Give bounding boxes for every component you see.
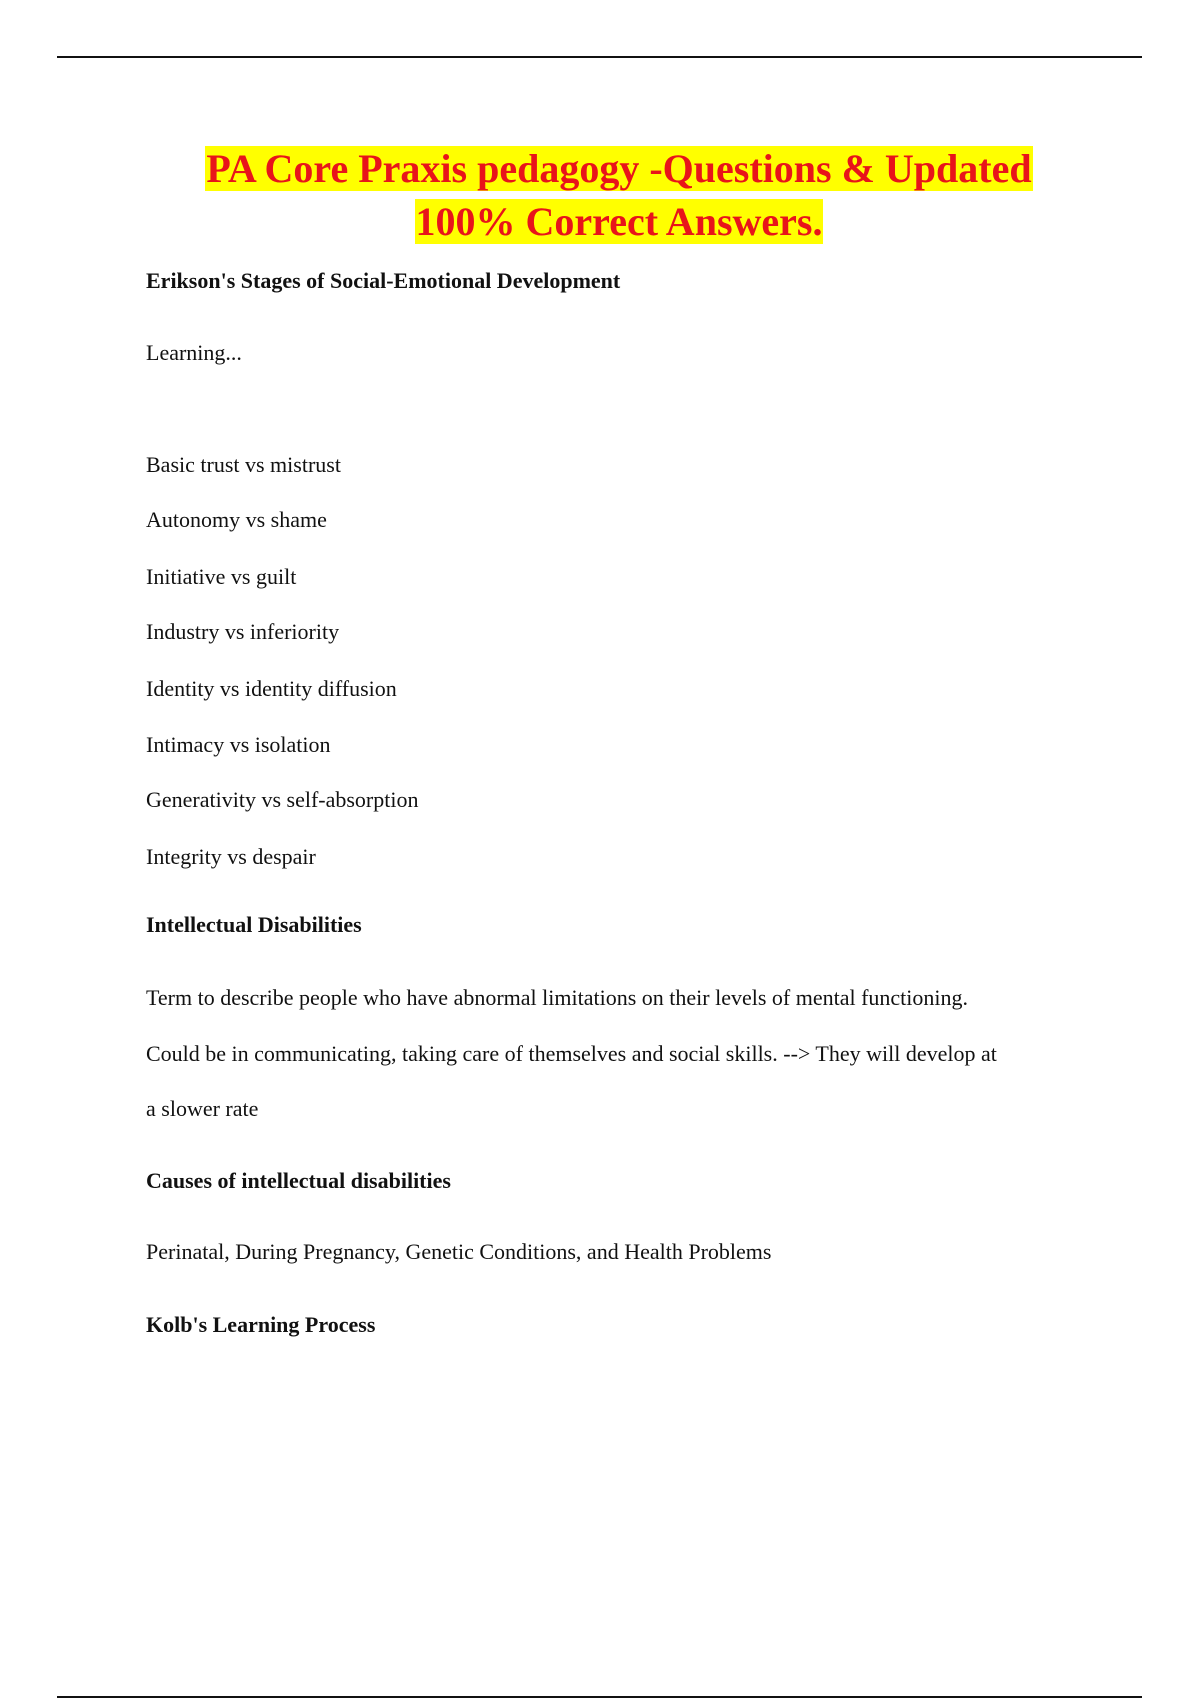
erikson-stage: Integrity vs despair [146,844,316,869]
title-line-1: PA Core Praxis pedagogy -Questions & Updated [206,146,1032,191]
erikson-stage: Initiative vs guilt [146,564,297,589]
erikson-stage: Identity vs identity diffusion [146,676,397,701]
paragraph-line: Term to describe people who have abnormal limitations on their levels of mental functioning. [146,985,969,1010]
section-heading-intellectual-disabilities: Intellectual Disabilities [146,912,362,937]
page-top-rule [57,56,1142,58]
erikson-intro: Learning... [146,340,242,365]
page-bottom-rule [57,1696,1142,1698]
erikson-stage: Generativity vs self-absorption [146,787,419,812]
section-heading-erikson: Erikson's Stages of Social-Emotional Development [146,268,621,293]
title-line-2: 100% Correct Answers. [415,199,823,244]
paragraph-line: a slower rate [146,1096,259,1121]
section-heading-causes: Causes of intellectual disabilities [146,1168,451,1193]
erikson-stage: Autonomy vs shame [146,507,327,532]
section-heading-kolb: Kolb's Learning Process [146,1312,376,1337]
erikson-stage: Basic trust vs mistrust [146,452,341,477]
document-title [0,142,1200,248]
erikson-stage: Industry vs inferiority [146,619,340,644]
paragraph-line: Could be in communicating, taking care of themselves and social skills. --> They will develop at [146,1041,997,1066]
erikson-stage: Intimacy vs isolation [146,732,331,757]
paragraph-line: Perinatal, During Pregnancy, Genetic Conditions, and Health Problems [146,1239,772,1264]
